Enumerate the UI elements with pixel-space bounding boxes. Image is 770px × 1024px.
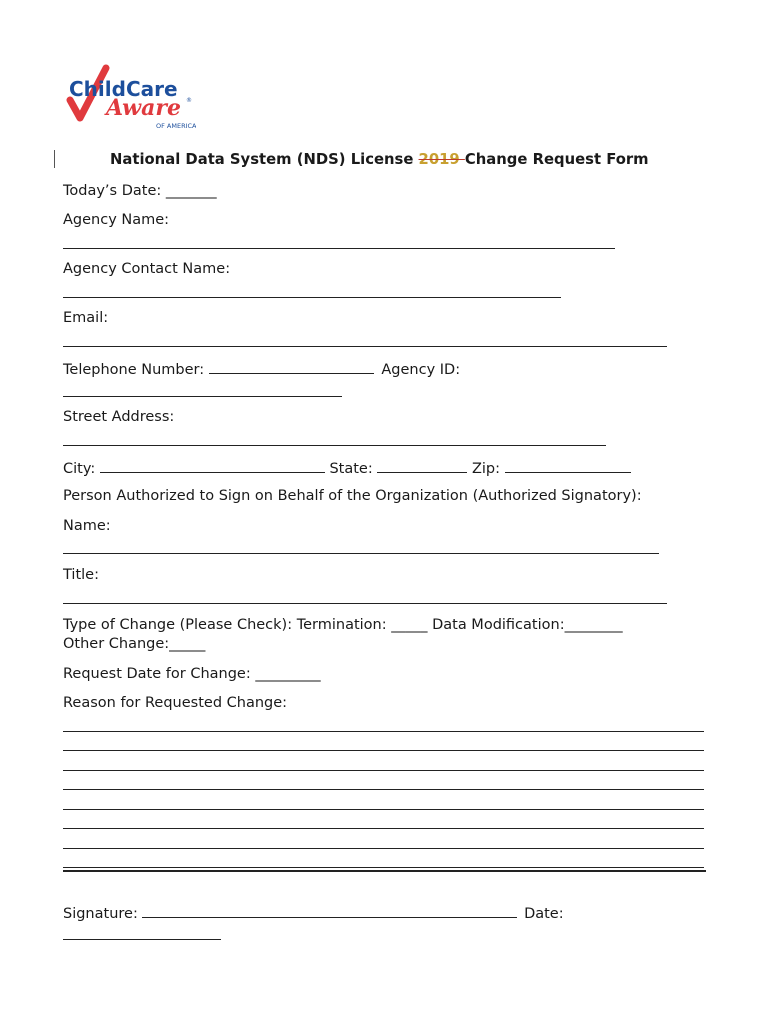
telephone-row <box>63 359 460 379</box>
city-label: City: <box>63 461 96 477</box>
section-divider-thick <box>63 870 706 872</box>
agency-name-line[interactable] <box>63 248 615 249</box>
telephone-label: Telephone Number: <box>63 362 205 378</box>
city-state-zip-row <box>63 458 631 478</box>
email-label: Email: <box>63 310 109 326</box>
reason-line[interactable] <box>63 828 704 829</box>
text-cursor <box>54 150 55 168</box>
signature-date-line[interactable] <box>63 939 221 940</box>
logo-text-aware: Aware <box>106 95 181 121</box>
type-of-change-row[interactable]: Type of Change (Please Check): Termination: _____ Data Modification:________ <box>63 617 623 633</box>
date-label: Date: <box>524 906 564 922</box>
name-line[interactable] <box>63 553 659 554</box>
city-field[interactable] <box>100 458 325 473</box>
title-end: Change Request Form <box>464 151 649 168</box>
state-label: State: <box>329 461 373 477</box>
svg-text:®: ® <box>186 97 192 104</box>
street-label: Street Address: <box>63 409 175 425</box>
logo-text-childcare: ChildCare <box>69 77 178 101</box>
logo-text-of-america: OF AMERICA <box>156 122 196 130</box>
title-struck-year: 2019 <box>418 151 465 168</box>
zip-label: Zip: <box>471 461 501 477</box>
authorized-signatory-heading: Person Authorized to Sign on Behalf of the Organization (Authorized Signatory): <box>63 488 642 504</box>
agency-contact-line[interactable] <box>63 297 561 298</box>
signature-row <box>63 903 564 923</box>
zip-field[interactable] <box>505 458 631 473</box>
title-line[interactable] <box>63 603 667 604</box>
request-date-row[interactable]: Request Date for Change: _________ <box>63 666 321 682</box>
childcare-aware-logo <box>66 62 196 132</box>
reason-line[interactable] <box>63 770 704 771</box>
agency-contact-label: Agency Contact Name: <box>63 261 231 277</box>
reason-line[interactable] <box>63 848 704 849</box>
email-line[interactable] <box>63 346 667 347</box>
title-label: Title: <box>63 567 99 583</box>
agency-name-label: Agency Name: <box>63 212 170 228</box>
signature-field[interactable] <box>142 903 517 918</box>
signature-label: Signature: <box>63 906 138 922</box>
section-divider <box>63 867 704 868</box>
reason-label: Reason for Requested Change: <box>63 695 288 711</box>
other-change-row[interactable]: Other Change:_____ <box>63 636 206 652</box>
name-label: Name: <box>63 518 111 534</box>
street-line[interactable] <box>63 445 606 446</box>
form-title <box>110 151 649 169</box>
telephone-field[interactable] <box>209 359 374 374</box>
todays-date-field[interactable]: Today’s Date: _______ <box>63 183 217 199</box>
agency-id-line[interactable] <box>63 396 342 397</box>
reason-line[interactable] <box>63 731 704 732</box>
logo-graphic <box>66 62 196 132</box>
title-main: National Data System (NDS) License <box>110 151 419 168</box>
reason-line[interactable] <box>63 789 704 790</box>
reason-line[interactable] <box>63 809 704 810</box>
reason-line[interactable] <box>63 750 704 751</box>
state-field[interactable] <box>377 458 467 473</box>
agency-id-label: Agency ID: <box>381 362 461 378</box>
